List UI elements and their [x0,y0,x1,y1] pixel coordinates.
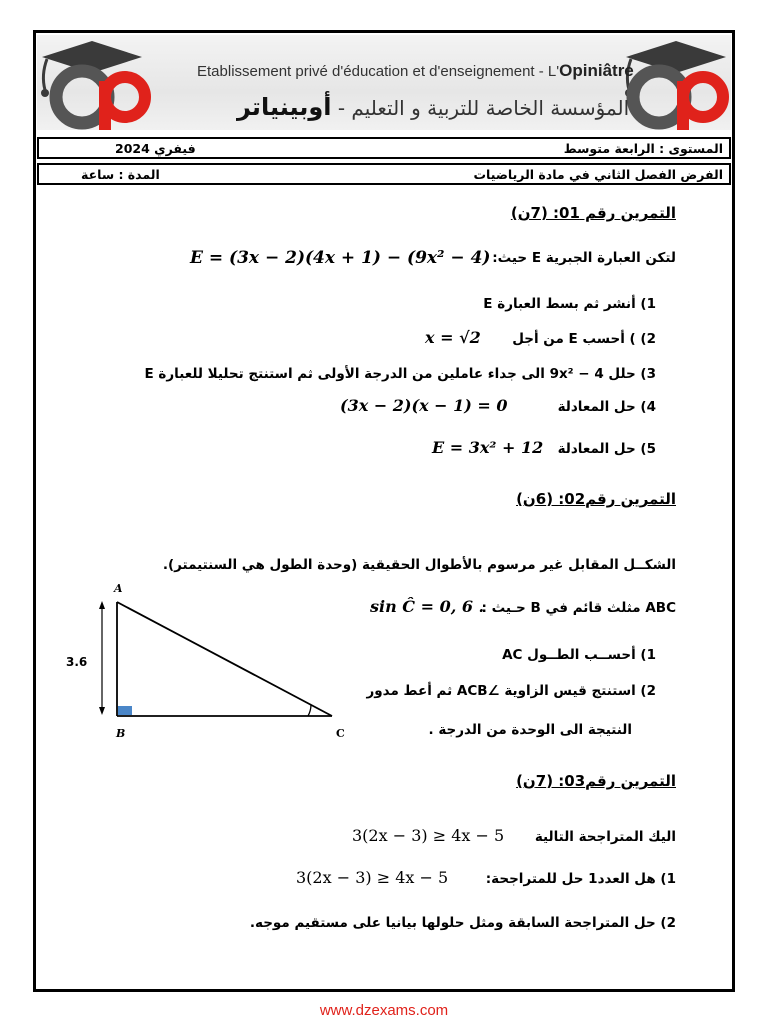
level-label: المستوى : الرابعة متوسط [563,141,723,156]
ex1-question-1: 1) أنشر ثم بسط العبارة E [483,296,656,312]
exercise-1-intro: لتكن العبارة الجبرية E حيث: [492,250,676,266]
ex2-question-1: 1) أحســب الطــول AC [502,647,656,663]
exercise-3-title: التمرين رقم03: (7ن) [516,772,676,790]
angle-c-arc [308,705,311,716]
ex1-question-4: 4) حل المعادلة [557,399,656,415]
vertex-label-c: C [336,727,345,740]
vertex-label-a: A [114,582,123,595]
info-row-level [37,137,731,159]
vertex-label-b: B [116,727,126,740]
side-ab-length: 3.6 [66,655,88,669]
ex2-question-2: 2) استنتج قيس الزاوية ∠ACB ثم أعط مدور [366,683,656,699]
ex1-q5-math: E = 3x² + 12 [432,438,544,457]
ex1-q2-math: x = √2 [425,328,481,347]
footer-site-link[interactable]: www.dzexams.com [319,1002,449,1019]
ex3-question-2: 2) حل المتراجحة السابقة ومثل حلولها بيانيا على مستقيم موجه. [249,915,676,931]
expression-e: E = (3x − 2)(4x + 1) − (9x² − 4) [190,248,491,268]
exercise-1-title: التمرين رقم 01: (7ن) [510,204,676,222]
ex3-q1-math: 3(2x − 3) ≥ 4x − 5 [296,868,449,887]
ex2-given: ABC مثلث قائم في B حـيث : [481,600,676,616]
ex1-q4-math: (3x − 2)(x − 1) = 0 [340,396,508,415]
ex1-question-3: 3) حلل 4 − 9x² الى جداء عاملين من الدرجة الأولى ثم استنتج تحليلا للعبارة E [144,366,656,382]
right-angle-marker [118,706,132,715]
school-name-fr: Etablissement privé d'éducation et d'enseignement - L'Opiniâtre [197,61,634,80]
ex2-question-2-cont: النتيجة الى الوحدة من الدرجة . [428,722,632,738]
ex1-question-2: 2) ) أحسب E من أجل [512,331,656,347]
school-name-ar: المؤسسة الخاصة للتربية و التعليم - أوبينياتر [237,93,630,121]
exam-duration: المدة : ساعة [81,167,160,182]
exercise-3-intro: اليك المتراجحة التالية [534,829,676,845]
brand-name-ar: أوبينياتر [237,93,332,121]
triangle-figure [60,575,360,750]
exercise-2-intro: الشكــل المقابل غير مرسوم بالأطوال الحقيقية (وحدة الطول هي السنتيمتر). [162,557,676,573]
ex2-given-math: sin Ĉ = 0, 6 . [370,597,485,616]
exercise-2-title: التمرين رقم02: (6ن) [516,490,676,508]
brand-name-fr: Opiniâtre [559,61,634,80]
ex1-question-5: 5) حل المعادلة [557,441,656,457]
school-logo-left [37,35,157,130]
ex3-inequality: 3(2x − 3) ≥ 4x − 5 [352,826,505,845]
info-row-exam [37,163,731,185]
school-header [37,35,731,130]
exam-title: الفرض الفصل الثاني في مادة الرياضيات [473,167,723,182]
ex3-question-1: 1) هل العدد1 حل للمتراجحة: [485,871,676,887]
exam-date: فيفري 2024 [115,141,196,156]
